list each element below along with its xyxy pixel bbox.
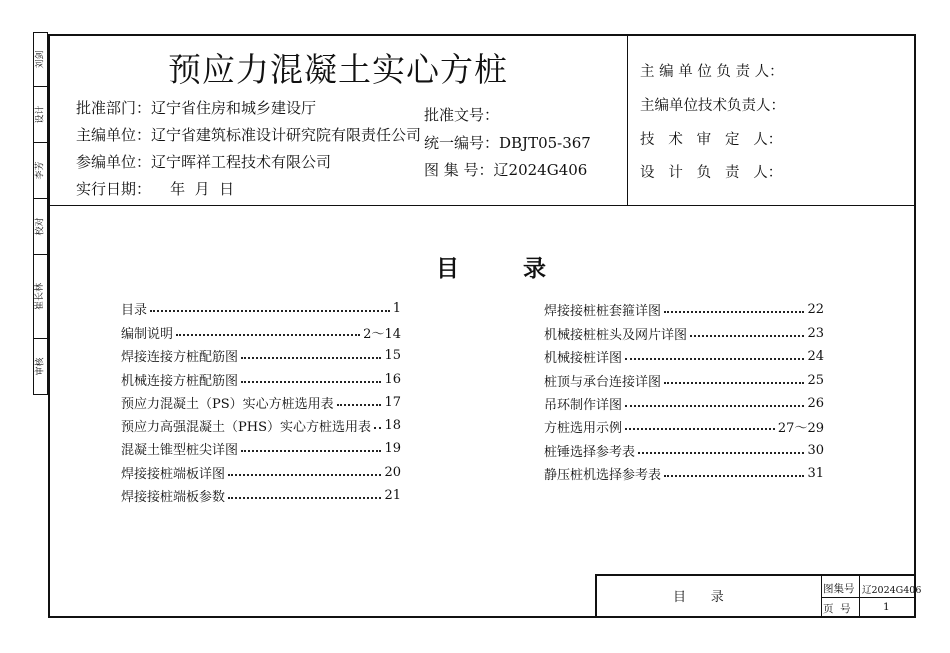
title-block-top <box>595 574 915 576</box>
toc-entry[interactable]: 桩顶与承台连接详图 25 <box>544 372 824 390</box>
signature-cell: 设计 <box>34 87 47 143</box>
leader-dots <box>241 450 381 452</box>
atlas-number: 图 集 号：辽2024G406 <box>424 161 588 179</box>
design-leader: 设 计 负 责 人： <box>640 165 783 181</box>
chief-unit-tech-leader: 主编单位技术负责人： <box>640 98 785 114</box>
toc-entry[interactable]: 焊接接桩桩套箍详图 22 <box>544 301 824 319</box>
toc-entry[interactable]: 混凝土锥型桩尖详图 19 <box>121 440 401 458</box>
leader-dots <box>625 358 804 360</box>
toc-title: 目 录 <box>436 256 547 282</box>
leader-dots <box>664 382 804 384</box>
leader-dots <box>625 405 804 407</box>
toc-entry[interactable]: 编制说明 2～14 <box>121 326 401 342</box>
title-block-divider <box>821 575 822 617</box>
leader-dots <box>664 475 804 477</box>
toc-entry[interactable]: 预应力混凝土（PS）实心方桩选用表 17 <box>121 394 401 412</box>
co-editor-unit: 参编单位：辽宁晖祥工程技术有限公司 <box>76 153 332 171</box>
leader-dots <box>228 474 381 476</box>
signature-cell: 校对 <box>34 199 47 255</box>
toc-entry[interactable]: 机械接桩桩头及网片详图 23 <box>544 325 824 343</box>
leader-dots <box>625 428 775 430</box>
signature-cell: 刘剑 <box>34 33 47 87</box>
effective-date: 实行日期： 年 月 日 <box>76 180 235 198</box>
technical-approver: 技 术 审 定 人： <box>640 132 783 148</box>
leader-dots <box>690 335 804 337</box>
unified-number: 统一编号：DBJT05-367 <box>424 134 591 152</box>
leader-dots <box>664 311 804 313</box>
approval-number: 批准文号： <box>424 106 500 124</box>
toc-entry[interactable]: 吊环制作详图 26 <box>544 395 824 413</box>
toc-entry[interactable]: 预应力高强混凝土（PHS）实心方桩选用表 18 <box>121 417 401 435</box>
leader-dots <box>241 357 381 359</box>
toc-entry[interactable]: 目录 1 <box>121 300 401 318</box>
toc-entry[interactable]: 静压桩机选择参考表 31 <box>544 465 824 483</box>
leader-dots <box>638 452 804 454</box>
signature-cell: 审核 <box>35 357 46 376</box>
header-divider <box>49 205 915 206</box>
signature-cell: 崔长林 <box>34 255 47 339</box>
atlas-number-value: 辽2024G406 <box>862 585 922 596</box>
title-block-divider <box>859 575 860 617</box>
signature-cell: 李芳 <box>34 143 47 199</box>
title-block-left <box>595 574 597 617</box>
toc-entry[interactable]: 方桩选用示例 27～29 <box>544 420 824 436</box>
toc-entry[interactable]: 焊接连接方桩配筋图 15 <box>121 347 401 365</box>
chief-unit-leader: 主 编 单 位 负 责 人： <box>640 64 784 80</box>
leader-dots <box>337 404 382 406</box>
chief-editor-unit: 主编单位：辽宁省建筑标准设计研究院有限责任公司 <box>76 126 422 144</box>
toc-entry[interactable]: 机械接桩详图 24 <box>544 348 824 366</box>
leader-dots <box>228 497 381 499</box>
approval-department: 批准部门：辽宁省住房和城乡建设厅 <box>76 99 317 117</box>
toc-entry[interactable]: 桩锤选择参考表 30 <box>544 442 824 460</box>
title-block-row-divider <box>821 597 915 598</box>
header-column-divider <box>627 35 628 205</box>
leader-dots <box>374 427 381 429</box>
page-number-value: 1 <box>883 601 890 613</box>
document-title: 预应力混凝土实心方桩 <box>168 50 508 89</box>
toc-entry[interactable]: 机械连接方桩配筋图 16 <box>121 371 401 389</box>
sheet-name: 目 录 <box>673 590 724 605</box>
atlas-number-label: 图集号 <box>823 583 855 595</box>
signature-strip <box>33 32 48 395</box>
toc-entry[interactable]: 焊接接桩端板详图 20 <box>121 464 401 482</box>
toc-entry[interactable]: 焊接接桩端板参数 21 <box>121 487 401 505</box>
page-number-label: 页 号 <box>823 603 851 615</box>
leader-dots <box>176 334 360 336</box>
leader-dots <box>241 381 381 383</box>
leader-dots <box>150 310 390 312</box>
